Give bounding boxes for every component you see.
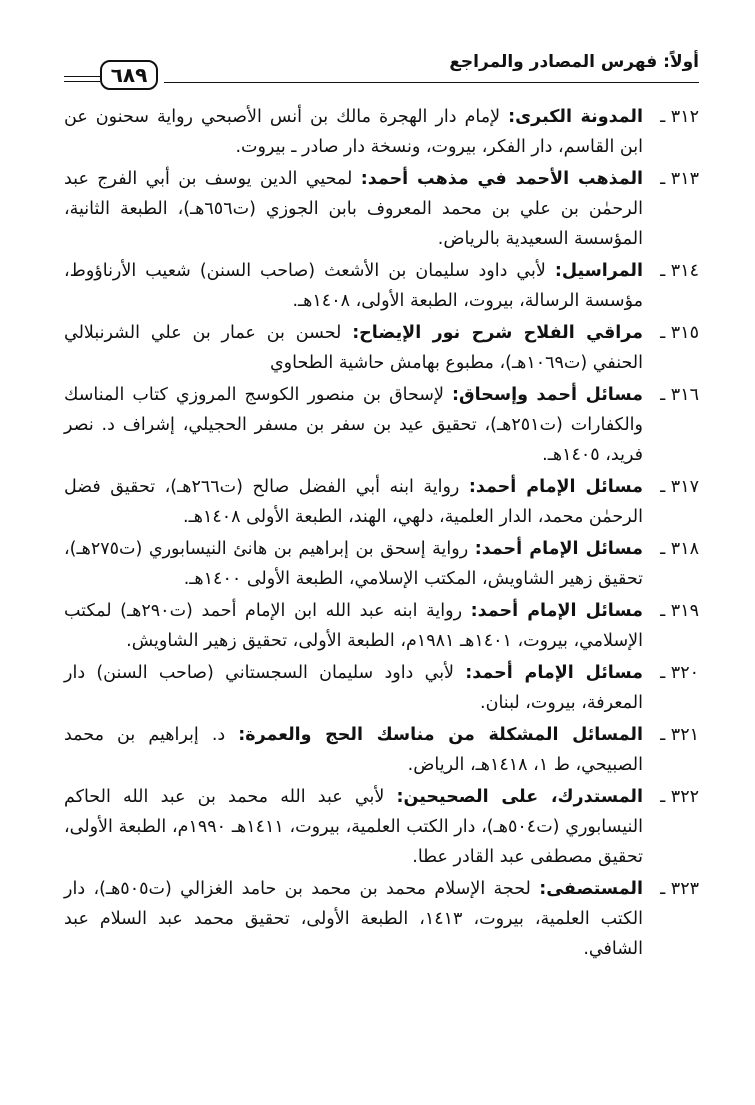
bibliography-entry bbox=[64, 472, 699, 532]
entry-title: المسائل المشكلة من مناسك الحج والعمرة: bbox=[238, 725, 643, 745]
bibliography-entry bbox=[64, 782, 699, 872]
entry-title: المدونة الكبرى: bbox=[508, 107, 643, 127]
entry-body bbox=[64, 318, 643, 378]
bibliography-list bbox=[64, 102, 699, 964]
bibliography-entry bbox=[64, 164, 699, 254]
entry-number: ٣٢١ ـ bbox=[660, 725, 699, 745]
entry-number: ٣١٨ ـ bbox=[660, 539, 699, 559]
entry-number: ٣١٥ ـ bbox=[660, 323, 699, 343]
entry-number: ٣٢٢ ـ bbox=[660, 787, 699, 807]
entry-number: ٣١٢ ـ bbox=[660, 107, 699, 127]
entry-title: مسائل أحمد وإسحاق: bbox=[452, 385, 643, 405]
bibliography-entry bbox=[64, 318, 699, 378]
header-rule bbox=[164, 82, 699, 83]
entry-body bbox=[64, 658, 643, 718]
entry-text: لأبي داود سليمان بن الأشعث (صاحب السنن) شعيب الأرناؤوط، مؤسسة الرسالة، بيروت، الطبعة الأولى، ١٤٠٨هـ. bbox=[64, 261, 643, 311]
entry-text: لحسن بن عمار بن علي الشرنبلالي الحنفي (ت١٠٦٩هـ)، مطبوع بهامش حاشية الطحاوي bbox=[64, 323, 643, 373]
entry-text: لأبي داود سليمان السجستاني (صاحب السنن) دار المعرفة، بيروت، لبنان. bbox=[64, 663, 643, 713]
entry-body bbox=[64, 472, 643, 532]
entry-title: المستدرك، على الصحيحين: bbox=[396, 787, 643, 807]
page-number: ٦٨٩ bbox=[100, 60, 158, 90]
bibliography-entry bbox=[64, 256, 699, 316]
entry-text: رواية ابنه أبي الفضل صالح (ت٢٦٦هـ)، تحقيق فضل الرحمٰن محمد، الدار العلمية، دلهي، الهند، الطبعة الأولى ١٤٠٨هـ. bbox=[64, 477, 643, 527]
bibliography-entry bbox=[64, 874, 699, 964]
entry-body bbox=[64, 256, 643, 316]
entry-body bbox=[64, 534, 643, 594]
entry-title: مسائل الإمام أحمد: bbox=[468, 477, 643, 497]
entry-body bbox=[64, 720, 643, 780]
bibliography-entry bbox=[64, 534, 699, 594]
entry-text: لحجة الإسلام محمد بن محمد بن حامد الغزالي (ت٥٠٥هـ)، دار الكتب العلمية، بيروت، ١٤١٣، الطبعة الأولى، تحقيق محمد عبد السلام عبد الشافي. bbox=[64, 879, 643, 959]
entry-body bbox=[64, 102, 643, 162]
entry-title: المراسيل: bbox=[554, 261, 643, 281]
entry-title: مسائل الإمام أحمد: bbox=[470, 601, 644, 621]
entry-text: لإمام دار الهجرة مالك بن أنس الأصبحي رواية سحنون عن ابن القاسم، دار الفكر، بيروت، ونسخة دار صادر ـ بيروت. bbox=[64, 107, 643, 157]
entry-text: د. إبراهيم بن محمد الصبيحي، ط ١، ١٤١٨هـ، الرياض. bbox=[64, 725, 643, 775]
bibliography-entry bbox=[64, 102, 699, 162]
entry-body bbox=[64, 380, 643, 470]
entry-text: رواية إسحق بن إبراهيم بن هانئ النيسابوري (ت٢٧٥هـ)، تحقيق زهير الشاويش، المكتب الإسلامي، الطبعة الأولى ١٤٠٠هـ. bbox=[64, 539, 643, 589]
entry-number: ٣٢٣ ـ bbox=[660, 879, 699, 899]
entry-body bbox=[64, 164, 643, 254]
entry-title: مسائل الإمام أحمد: bbox=[465, 663, 643, 683]
bibliography-entry bbox=[64, 596, 699, 656]
entry-number: ٣٢٠ ـ bbox=[660, 663, 699, 683]
entry-body bbox=[64, 782, 643, 872]
entry-title: المذهب الأحمد في مذهب أحمد: bbox=[360, 169, 644, 189]
entry-number: ٣١٩ ـ bbox=[660, 601, 699, 621]
header-double-rule bbox=[64, 72, 100, 82]
bibliography-entry bbox=[64, 658, 699, 718]
entry-body bbox=[64, 596, 643, 656]
entry-title: مسائل الإمام أحمد: bbox=[474, 539, 643, 559]
entry-text: رواية ابنه عبد الله ابن الإمام أحمد (ت٢٩٠هـ) لمكتب الإسلامي، بيروت، ١٤٠١هـ ١٩٨١م، الطبعة الأولى، تحقيق زهير الشاويش. bbox=[64, 601, 643, 651]
entry-number: ٣١٦ ـ bbox=[660, 385, 699, 405]
entry-number: ٣١٧ ـ bbox=[660, 477, 699, 497]
entry-text: لأبي عبد الله محمد بن عبد الله الحاكم النيسابوري (ت٥٠٤هـ)، دار الكتب العلمية، بيروت، ١٤١١هـ ١٩٩٠م، الطبعة الأولى، تحقيق مصطفى عبد القادر عطا. bbox=[64, 787, 644, 867]
entry-number: ٣١٣ ـ bbox=[660, 169, 699, 189]
header-title: أولاً: فهرس المصادر والمراجع bbox=[449, 52, 699, 72]
entry-title: المستصفى: bbox=[539, 879, 643, 899]
entry-text: لمحيي الدين يوسف بن أبي الفرج عبد الرحمٰن بن علي بن محمد المعروف بابن الجوزي (ت٦٥٦هـ)، الطبعة الثانية، المؤسسة السعيدية بالرياض. bbox=[64, 169, 643, 249]
running-header bbox=[64, 44, 699, 88]
entry-text: لإسحاق بن منصور الكوسج المروزي كتاب المناسك والكفارات (ت٢٥١هـ)، تحقيق عيد بن سفر بن مسفر الحجيلي، إشراف د. نصر فريد، ١٤٠٥هـ. bbox=[64, 385, 643, 465]
entry-title: مراقي الفلاح شرح نور الإيضاح: bbox=[352, 323, 644, 343]
bibliography-entry bbox=[64, 720, 699, 780]
bibliography-entry bbox=[64, 380, 699, 470]
entry-body bbox=[64, 874, 643, 964]
entry-number: ٣١٤ ـ bbox=[660, 261, 699, 281]
